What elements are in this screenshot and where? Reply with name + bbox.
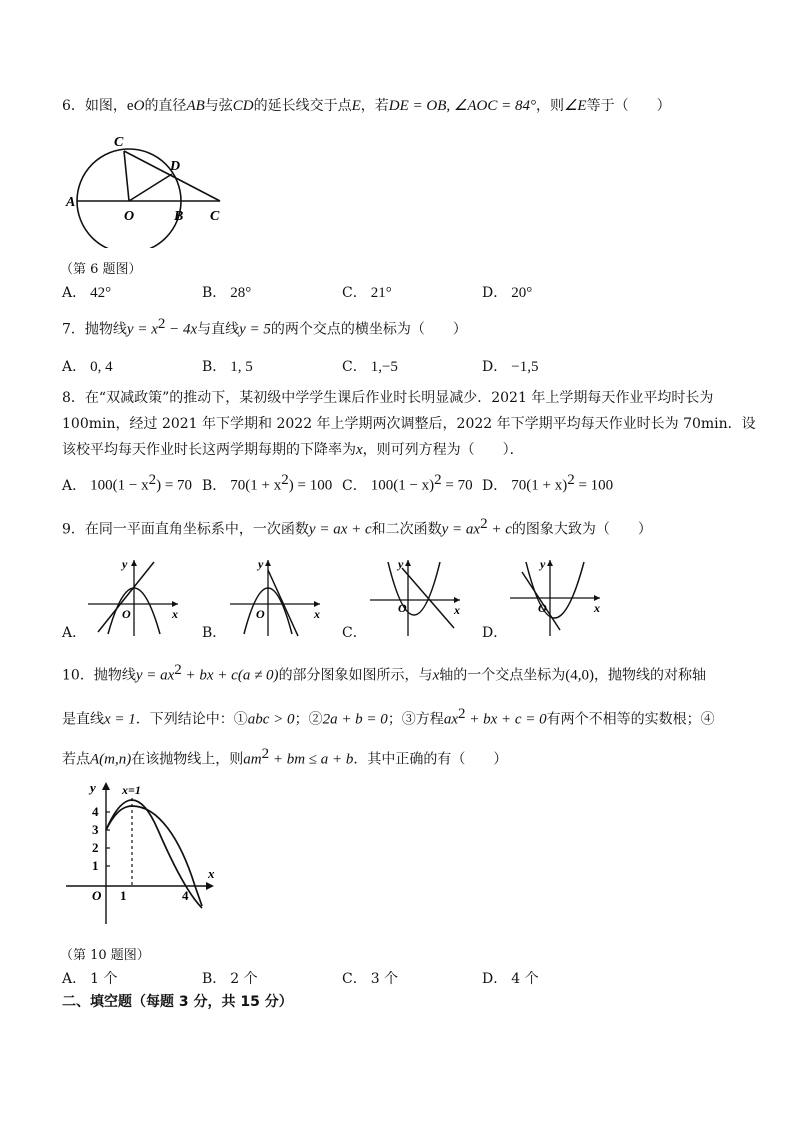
q9-graph-b bbox=[228, 556, 328, 640]
q10-option-a: A． 1 个 bbox=[62, 971, 118, 987]
q9-stem: 9．在同一平面直角坐标系中，一次函数y = ax + c和二次函数$y = ax^2 + c$的图象大致为（ ） bbox=[62, 516, 652, 538]
svg-text:O: O bbox=[92, 888, 102, 903]
svg-text:4: 4 bbox=[182, 888, 189, 903]
q6-option-b: B． 28° bbox=[202, 285, 252, 301]
label-C: C bbox=[114, 135, 124, 150]
q9-label-d: D． bbox=[482, 625, 508, 641]
q6-option-a: A． 42° bbox=[62, 285, 112, 301]
svg-text:1: 1 bbox=[120, 888, 127, 903]
svg-text:y: y bbox=[540, 557, 546, 571]
q9-graph-d bbox=[508, 556, 608, 640]
q10-caption: （第 10 题图） bbox=[60, 948, 150, 963]
q7-stem: 7．抛物线$y = x^2 - 4x$与直线y = 5的两个交点的横坐标为（ ） bbox=[62, 316, 467, 338]
q7-option-c: C． 1,−5 bbox=[342, 359, 398, 375]
line-OD bbox=[129, 174, 172, 201]
svg-text:x: x bbox=[594, 601, 600, 615]
svg-text:x: x bbox=[172, 607, 178, 621]
svg-text:O: O bbox=[538, 601, 547, 615]
q10-stem-line2: 是直线x = 1．下列结论中：①abc > 0；②2a + b = 0；③方程$ax^2$ + bx + c = 0有两个不相等的实数根；④ bbox=[62, 706, 715, 728]
svg-text:y: y bbox=[258, 557, 264, 571]
svg-text:y: y bbox=[90, 780, 96, 795]
label-D: D bbox=[170, 159, 181, 174]
q9-graph-a bbox=[86, 556, 186, 640]
q8-option-d: D． $70(1 + x)^2 = 100$ bbox=[482, 472, 614, 494]
q6-option-c: C． 21° bbox=[342, 285, 392, 301]
q8-stem-line2: 100min，经过 2021 年下学期和 2022 年上学期两次调整后，2022 年下学期平均每天作业时长为 70min．设 bbox=[62, 416, 756, 432]
q10-option-b: B． 2 个 bbox=[202, 971, 258, 987]
q10-option-c: C． 3 个 bbox=[342, 971, 399, 987]
q8-option-c: C． $100(1 - x)^2 = 70$ bbox=[342, 472, 473, 494]
label-O: O bbox=[124, 209, 135, 224]
svg-text:x=1: x=1 bbox=[122, 783, 141, 797]
q9-graph-c bbox=[368, 556, 468, 640]
q7-option-a: A． 0, 4 bbox=[62, 359, 113, 375]
svg-text:O: O bbox=[122, 607, 131, 621]
q10-stem-line1: 10．抛物线$y = ax^2$ + bx + c(a ≠ 0)的部分图象如图所示，与x轴的一个交点坐标为(4,0)，抛物线的对称轴 bbox=[62, 662, 706, 684]
q7-option-d: D． −1,5 bbox=[482, 359, 539, 375]
q6-option-d: D． 20° bbox=[482, 285, 533, 301]
q10-stem-line3: 若点A(m,n)在该抛物线上，则$am^2$ + bm ≤ a + b．其中正确的有（ ） bbox=[62, 746, 508, 768]
label-A: A bbox=[66, 195, 76, 210]
q6-caption: （第 6 题图） bbox=[60, 262, 142, 277]
svg-text:O: O bbox=[398, 601, 407, 615]
section-2-heading: 二、填空题（每题 3 分，共 15 分） bbox=[62, 994, 293, 1010]
svg-text:x: x bbox=[314, 607, 320, 621]
q10-option-d: D． 4 个 bbox=[482, 971, 539, 987]
q6-circle-figure bbox=[62, 128, 232, 248]
q8-stem-line1: 8．在“双减政策”的推动下，某初级中学学生课后作业时长明显减少．2021 年上学期每天作业平均时长为 bbox=[62, 390, 714, 406]
q8-stem-line3: 该校平均每天作业时长这两学期每期的下降率为x，则可列方程为（ ）． bbox=[62, 442, 524, 458]
q8-option-b: B． $70(1 + x^2) = 100$ bbox=[202, 472, 333, 494]
svg-text:x: x bbox=[454, 603, 460, 617]
label-B: B bbox=[174, 209, 184, 224]
svg-text:4: 4 bbox=[92, 804, 99, 819]
q9-label-a: A． bbox=[62, 625, 87, 641]
q6-stem: 6．如图，eO的直径AB与弦CD的延长线交于点E，若DE = OB, ∠AOC = 84°，则∠E等于（ ） bbox=[62, 98, 671, 114]
line-OC bbox=[124, 151, 129, 201]
q10-parabola-figure bbox=[62, 778, 222, 928]
q9-label-b: B． bbox=[202, 625, 227, 641]
svg-text:2: 2 bbox=[92, 840, 99, 855]
q7-option-b: B． 1, 5 bbox=[202, 359, 253, 375]
svg-text:x: x bbox=[208, 866, 215, 881]
label-E: C bbox=[210, 209, 220, 224]
q8-option-a: A． $100(1 - x^2) = 70$ bbox=[62, 472, 193, 494]
svg-text:O: O bbox=[256, 607, 265, 621]
svg-text:1: 1 bbox=[92, 858, 99, 873]
svg-text:y: y bbox=[122, 557, 128, 571]
svg-text:y: y bbox=[398, 557, 404, 571]
svg-text:3: 3 bbox=[92, 822, 99, 837]
q9-label-c: C． bbox=[342, 625, 367, 641]
